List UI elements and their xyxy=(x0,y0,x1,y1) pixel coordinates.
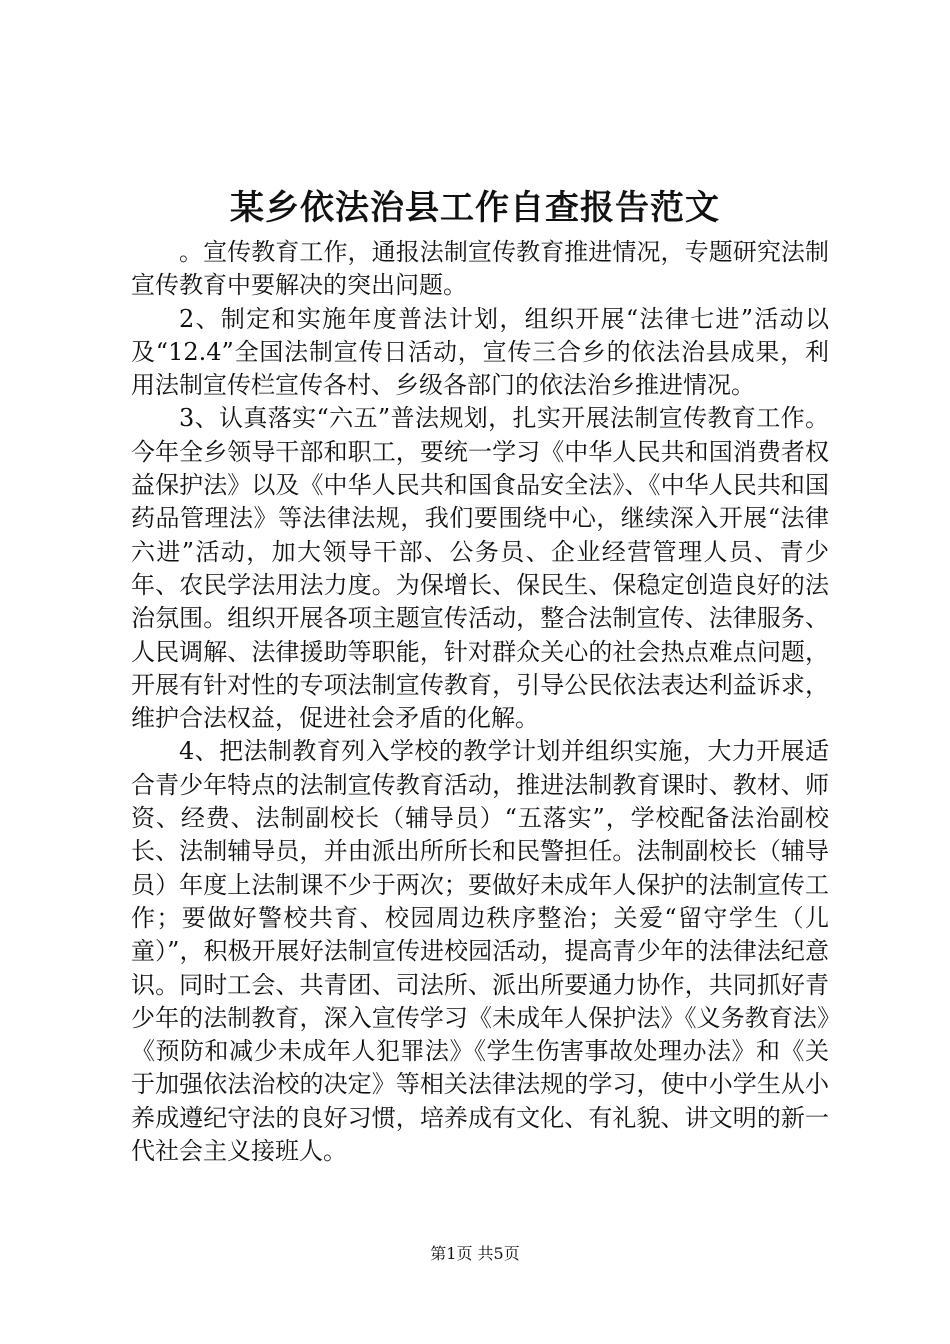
document-title: 某乡依法治县工作自查报告范文 xyxy=(230,188,720,228)
paragraph-1: 。宣传教育工作，通报法制宣传教育推进情况，专题研究法制宣传教育中要解决的突出问题。 xyxy=(131,238,829,300)
page-number-footer: 第1页 共5页 xyxy=(430,1244,520,1263)
paragraph-2: 2、制定和实施年度普法计划，组织开展“法律七进”活动以及“12.4”全国法制宣传日活动，宣传三合乡的依法治县成果，利用法制宣传栏宣传各村、乡级各部门的依法治乡推进情况。 xyxy=(131,304,829,400)
paragraph-3: 3、认真落实“六五”普法规划，扎实开展法制宣传教育工作。今年全乡领导干部和职工，要统一学习《中华人民共和国消费者权益保护法》以及《中华人民共和国食品安全法》、《中华人民共和国药品管理法》等法律法规，我们要围绕中心，继续深入开展“法律六进”活动，加大领导干部、公务员、企业经营管理人员、青少年、农民学法用法力度。为保增长、保民生、保稳定创造良好的法治氛围。组织开展各项主题宣传活动，整合法制宣传、法律服务、人民调解、法律援助等职能，针对群众关心的社会热点难点问题，开展有针对性的专项法制宣传教育，引导公民依法表达利益诉求，维护合法权益，促进社会矛盾的化解。 xyxy=(131,404,829,733)
paragraph-4: 4、把法制教育列入学校的教学计划并组织实施，大力开展适合青少年特点的法制宣传教育活动，推进法制教育课时、教材、师资、经费、法制副校长（辅导员）“五落实”，学校配备法治副校长、法制辅导员，并由派出所所长和民警担任。法制副校长（辅导员）年度上法制课不少于两次；要做好未成年人保护的法制宣传工作；要做好警校共育、校园周边秩序整治；关爱“留守学生（儿童）”，积极开展好法制宣传进校园活动，提高青少年的法律法纪意识。同时工会、共青团、司法所、派出所要通力协作，共同抓好青少年的法制教育，深入宣传学习《未成年人保护法》《义务教育法》《预防和减少未成年人犯罪法》《学生伤害事故处理办法》和《关于加强依法治校的决定》等相关法律法规的学习，使中小学生从小养成遵纪守法的良好习惯，培养成有文化、有礼貌、讲文明的新一代社会主义接班人。 xyxy=(131,737,829,1166)
document-body xyxy=(131,236,829,1168)
